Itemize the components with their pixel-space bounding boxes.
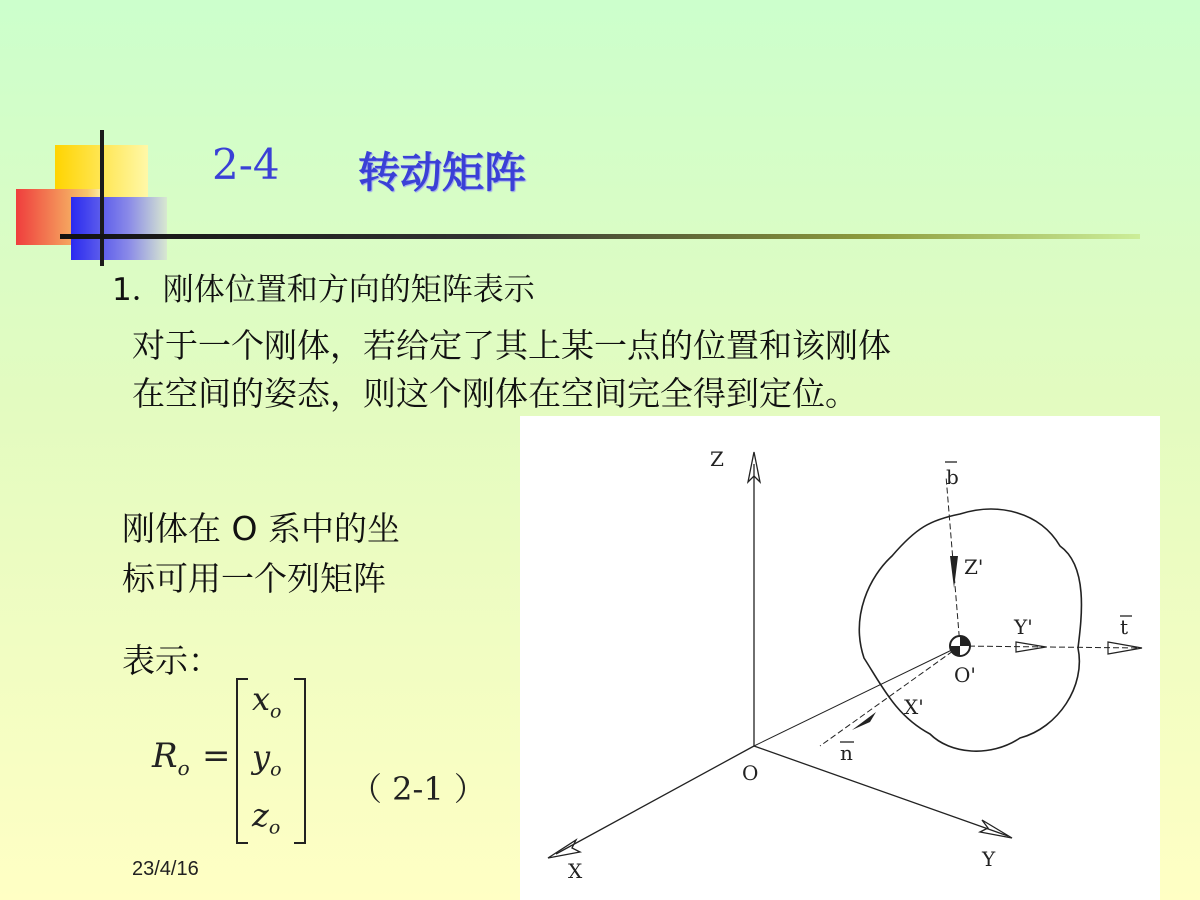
paragraph-line: 对于一个刚体，若给定了其上某一点的位置和该刚体 <box>132 326 891 365</box>
description-line: 标可用一个列矩阵 <box>122 559 386 598</box>
matrix-element-x: $x_o$ <box>252 680 282 723</box>
body-x-label: X' <box>904 695 924 719</box>
paragraph-line: 在空间的姿态，则这个刚体在空间完全得到定位。 <box>132 374 858 413</box>
left-bracket <box>236 678 248 844</box>
matrix-description <box>122 504 400 686</box>
vector-b-label: b <box>946 465 959 489</box>
description-line: 刚体在 O 系中的坐 <box>122 509 400 548</box>
body-x-axis <box>820 646 960 746</box>
title-number: 2-4 <box>212 140 280 189</box>
intro-paragraph <box>132 322 1092 418</box>
rigid-body-figure <box>520 416 1160 900</box>
right-bracket <box>294 678 306 844</box>
origin-label: O <box>742 761 759 785</box>
body-y-axis <box>960 646 1140 648</box>
vector-n-label: n <box>840 741 853 765</box>
decor-vertical-line <box>100 130 104 266</box>
equation-number: （ 2-1 ） <box>350 770 486 808</box>
body-origin-label: O' <box>954 663 976 687</box>
x-axis-label: X <box>568 859 583 883</box>
matrix-element-z: $z_o$ <box>252 796 281 839</box>
description-line: 表示： <box>122 641 221 680</box>
body-z-arrowhead <box>950 556 958 588</box>
vector-t-label: t <box>1120 615 1129 639</box>
rigid-body-diagram <box>520 416 1160 900</box>
body-origin-marker-fill <box>950 646 960 656</box>
body-y-label: Y' <box>1014 615 1033 639</box>
section-heading: 1．刚体位置和方向的矩阵表示 <box>112 272 535 308</box>
position-vector <box>754 646 960 746</box>
equation-lhs: $R_o$ <box>152 736 190 780</box>
z-axis-label: Z <box>710 447 724 471</box>
x-axis <box>556 746 754 854</box>
equation-equals: = <box>202 736 231 776</box>
y-axis <box>754 746 1008 836</box>
rigid-body-outline <box>859 509 1081 751</box>
matrix-element-y: $y_o$ <box>252 738 282 781</box>
y-axis-arrowhead <box>980 820 1012 838</box>
title-underline <box>60 234 1140 239</box>
slide-date: 23/4/16 <box>132 858 199 880</box>
body-z-label: Z' <box>964 555 984 579</box>
y-axis-label: Y <box>982 847 996 871</box>
equation-2-1 <box>150 672 486 852</box>
body-origin-marker-fill <box>960 636 970 646</box>
decor-blue-square <box>71 197 167 260</box>
page-title: 转动矩阵 <box>358 148 527 197</box>
